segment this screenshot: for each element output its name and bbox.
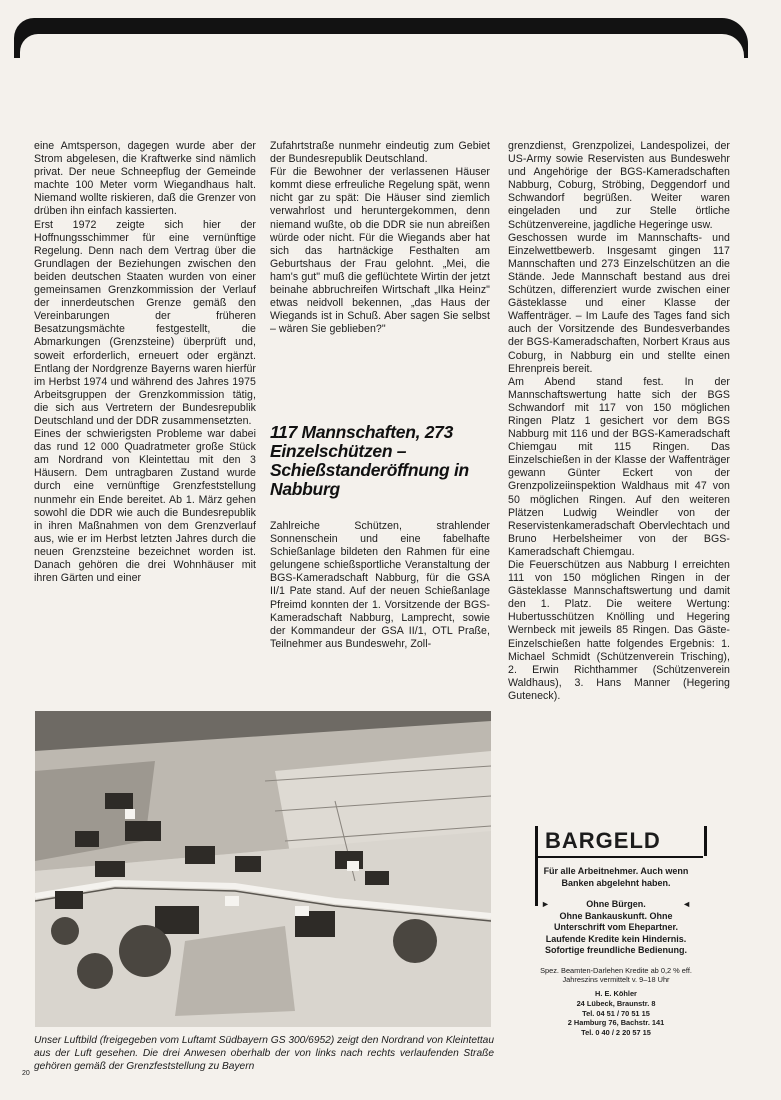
ad-offer-text: Ohne Bankauskunft. Ohne Unterschrift vom Ehepartner. Laufende Kredite kein Hindernis. Sofortige freundliche Bedienung. <box>544 910 687 955</box>
paragraph: Die Feuerschützen aus Nabburg I erreichten 111 von 150 möglichen Ringen in der Gästeklasse Mannschaftswertung und damit den 1. Platz. Die weitere Wertung: Hubertusschützen Knölling und Hegering Wernbeck mit jeweils 85 Ringen. Das Gäste-Einzelschießen hatte folgendes Ergebnis: 1. Michael Schmidt (Schützenverein Trisching), 2. Erwin Richthammer (Schützenverein Waldhaus), 3. Hans Manner (Hegering Guteneck). <box>508 559 730 702</box>
paragraph: Geschossen wurde im Mannschafts- und Einzelwettbewerb. Insgesamt gingen 117 Mannschaften und 273 Einzelschützen an die Stände. Jede Mannschaft bestand aus drei Schützen, differenziert wurde zwischen einer Gästeklasse und einer Klasse der Waffenträger. – Im Laufe des Tages fand sich auch der Vorsitzende des Bundesverbandes der BGS-Kameradschaften, Norbert Kraus aus Coburg, in Nabburg ein und stellte einen Ehrenpreis bereit. <box>508 231 730 375</box>
arrow-right-icon: ► <box>541 899 550 909</box>
aerial-photo <box>35 711 491 1027</box>
ad-offer-line: Ohne Bürgen. <box>586 899 646 909</box>
advertisement <box>535 826 697 1076</box>
article-column-3 <box>508 140 730 703</box>
paragraph: Erst 1972 zeigte sich hier der Hoffnungsschimmer für eine vernünftige Regelung. Denn nach dem Vertrag über die Grundlagen der Beziehungen zwischen den beiden deutschen Staaten wurden von einer gemeinsamen Grenzkommission der Verlauf der innerdeutschen Grenze gemäß den Vereinbarungen der früheren Besatzungsmächte festgestellt, die Abmarkungen (Grenzsteine) überprüft und, soweit erforderlich, erneuert oder ergänzt. Entlang der Nordgrenze Bayerns waren hierfür im Herbst 1974 und während des Jahres 1975 Arbeitsgruppen der Grenzkommission tätig, die sich aus Vertretern der Bundesrepublik Deutschland und der DDR zusammensetzten. <box>34 218 256 427</box>
paragraph: Eines der schwierigsten Probleme war dabei das rund 12 000 Quadratmeter große Stück am Nordrand von Kleintettau mit den 3 Häusern. Dem untragbaren Zustand wurde durch eine vernünftige Grenzfeststellung nunmehr ein Ende bereitet. Ab 1. März gehen sowohl die DDR wie auch die Bundesrepublik in ihren Maßnahmen von dem Grenzverlauf aus, wie er im Herbst letzten Jahres durch die neuen Grenzsteine bezeichnet worden ist. Danach gehören die drei Wohnhäuser mit ihren Gärten und einer <box>34 428 256 585</box>
paragraph: eine Amtsperson, dagegen wurde aber der Strom abgelesen, die Kraftwerke sind nämlich privat. Der neue Schneepflug der Gemeinde machte 100 Meter vorm Wiegandhaus halt. Niemand wollte riskieren, daß die Grenzer von drüben ihn einfach kassierten. <box>34 140 256 218</box>
paragraph: grenzdienst, Grenzpolizei, Landespolizei, der US-Army sowie Reservisten aus Bundeswehr und Angehörige der BGS-Kameradschaften Nabburg, Coburg, Ströbing, Deggendorf und Schwandorf begrüßen. Weiter waren eingeladen und zur Stelle örtliche Schützenvereine, jagdliche Hegeringe usw. <box>508 140 730 231</box>
ad-subtitle: Für alle Arbeitnehmer. Auch wenn Banken abgelehnt haben. <box>543 866 689 888</box>
ad-address: 24 Lübeck, Braunstr. 8 <box>576 998 656 1008</box>
ad-offer-row <box>535 899 697 911</box>
paragraph: Zahlreiche Schützen, strahlender Sonnenschein und eine fabelhafte Schießanlage bildeten den Rahmen für eine gelungene schießsportliche Veranstaltung der BGS-Kameradschaft Nabburg, für die GSA II/1 Pate stand. Auf der neuen Schießanlage Pfreimd konnten der 1. Vorsitzende der BGS-Kameradschaft Nabburg, Lamprecht, sowie der Kommandeur der GSA II/1, OTL Praße, Teilnehmer aus Bundeswehr, Zoll- <box>270 520 490 650</box>
article-column-2-lower <box>270 520 490 651</box>
article-column-1 <box>34 140 256 585</box>
ad-contact-name: H. E. Köhler <box>595 989 637 999</box>
paragraph: Am Abend stand fest. In der Mannschaftswertung hatte sich der BGS Schwandorf mit 117 von 150 möglichen Ringen Platz 1 gesichert vor dem BGS Nabburg mit 116 und der BGS-Kameradschaft Chiemgau mit 115 Ringen. Das Einzelschießen in der Klasse der Waffenträger gewann Günter Eckert von der Grenzpolizeiinspektion Waldhaus mit 47 von 50 möglichen Ringen. Auf den weiteren Plätzen Ludwig Weindler von der Reservistenkameradschaft Obervlechtach und Bruno Herbelsheimer von der BGS-Kameradschaft Chiemgau. <box>508 375 730 558</box>
article-column-2 <box>270 140 490 336</box>
ad-address: 2 Hamburg 76, Bachstr. 141 <box>567 1018 665 1028</box>
section-headline: 117 Mannschaften, 273 Einzelschützen – Schießstanderöffnung in Nabburg <box>270 422 469 499</box>
ad-small-print: Spez. Beamten-Darlehen Kredite ab 0,2 % eff. Jahreszins vermittelt v. 9–18 Uhr <box>540 965 692 984</box>
paragraph: Für die Bewohner der verlassenen Häuser kommt diese erfreuliche Regelung spät, wenn nicht gar zu spät: Die Häuser sind ziemlich verwahrlost und heruntergekommen, denn niemand wußte, ob die DDR sie nun abreißen würde oder nicht. Für die Wiegands aber hat sich das hartnäckige Festhalten am Geburtshaus der Frau gelohnt. „Mei, die ham's gut" muß die geflüchtete Wirtin der jetzt beinahe abbruchreifen Wirtschaft „Ilka Heinz" etwas neidvoll bekennen, „das Haus der Wiegands ist in Schuß. Aber sagen Sie selbst – wären Sie geblieben?" <box>270 166 490 336</box>
photo-caption: Unser Luftbild (freigegeben vom Luftamt Südbayern GS 300/6952) zeigt den Nordrand von Kleintettau aus der Luft gesehen. Die drei Anwesen oberhalb der von links nach rechts verlaufenden Straße gehören gemäß der Grenzfeststellung zu Bayern <box>34 1035 494 1073</box>
ad-phone: Tel. 0 40 / 2 20 57 15 <box>581 1027 651 1037</box>
ad-contact <box>535 989 697 1037</box>
ad-body <box>535 866 697 1037</box>
arrow-left-icon: ◄ <box>682 899 691 909</box>
ad-offer <box>535 899 697 957</box>
page-number: 20 <box>22 1070 30 1077</box>
ad-phone: Tel. 04 51 / 70 51 15 <box>582 1008 650 1018</box>
paragraph: Zufahrtstraße nunmehr eindeutig zum Gebiet der Bundesrepublik Deutschland. <box>270 140 490 166</box>
ad-title: BARGELD <box>535 826 703 858</box>
